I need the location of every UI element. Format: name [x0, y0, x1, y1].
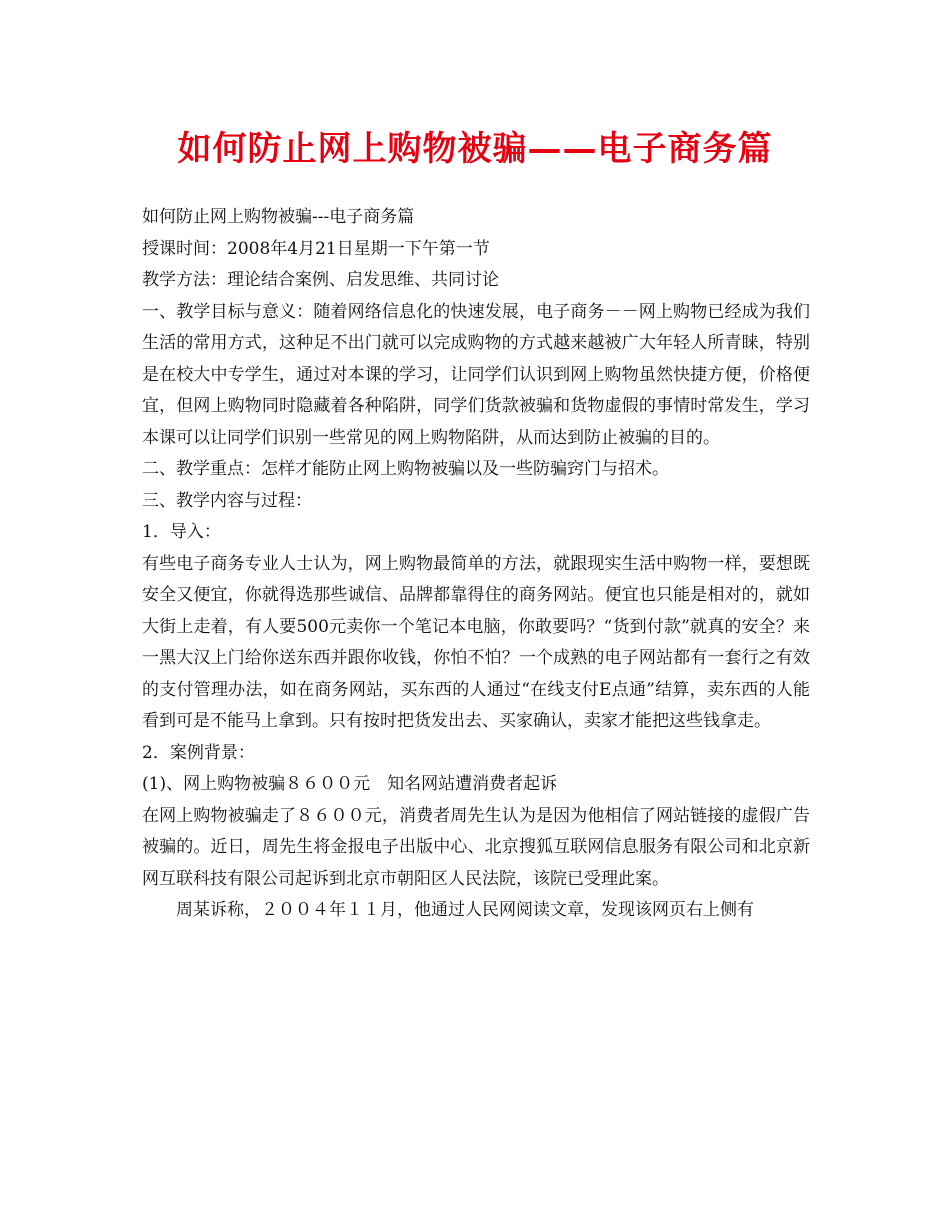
document-body: [142, 202, 810, 927]
paragraph-teaching-focus: 二、教学重点：怎样才能防止网上购物被骗以及一些防骗窍门与招术。: [142, 459, 669, 479]
paragraph-teaching-method: 教学方法：理论结合案例、启发思维、共同讨论: [142, 270, 499, 290]
paragraph-intro-heading: 1．导入：: [142, 522, 221, 542]
paragraph-case-detail: 周某诉称，２００４年１１月，他通过人民网阅读文章，发现该网页右上侧有: [176, 900, 754, 920]
paragraph-case-title: (1)、网上购物被骗８６００元 知名网站遭消费者起诉: [142, 774, 558, 794]
paragraph-case-heading: 2．案例背景：: [142, 742, 255, 763]
paragraph-case-text: 在网上购物被骗走了８６００元，消费者周先生认为是因为他相信了网站链接的虚假广告被骗的。近日，周先生将金报电子出版中心、北京搜狐互联网信息服务有限公司和北京新网互联科技有限公司起诉到北京市朝阳区人民法院，该院已受理此案。: [142, 805, 810, 889]
paragraph-content-heading: 三、教学内容与过程：: [142, 490, 312, 511]
paragraph-intro-text: 有些电子商务专业人士认为，网上购物最简单的方法，就跟现实生活中购物一样，要想既安全又便宜，你就得选那些诚信、品牌都靠得住的商务网站。便宜也只能是相对的，就如大街上走着，有人要500元卖你一个笔记本电脑，你敢要吗？“货到付款”就真的安全？来一黑大汉上门给你送东西并跟你收钱，你怕不怕？一个成熟的电子网站都有一套行之有效的支付管理办法，如在商务网站，买东西的人通过“在线支付E点通”结算，卖东西的人能看到可是不能马上拿到。只有按时把货发出去、买家确认，卖家才能把这些钱拿走。: [142, 553, 810, 731]
paragraph-subtitle: 如何防止网上购物被骗---电子商务篇: [142, 207, 415, 227]
paragraph-teaching-goal: 一、教学目标与意义：随着网络信息化的快速发展，电子商务－－网上购物已经成为我们生活的常用方式，这种足不出门就可以完成购物的方式越来越被广大年轻人所青睐，特别是在校大中专学生，通过对本课的学习，让同学们认识到网上购物虽然快捷方便，价格便宜，但网上购物同时隐藏着各种陷阱，同学们货款被骗和货物虚假的事情时常发生，学习本课可以让同学们识别一些常见的网上购物陷阱，从而达到防止被骗的目的。: [142, 301, 810, 448]
document-title: 如何防止网上购物被骗——电子商务篇: [177, 129, 773, 169]
paragraph-class-time: 授课时间：2008年4月21日星期一下午第一节: [142, 238, 490, 259]
